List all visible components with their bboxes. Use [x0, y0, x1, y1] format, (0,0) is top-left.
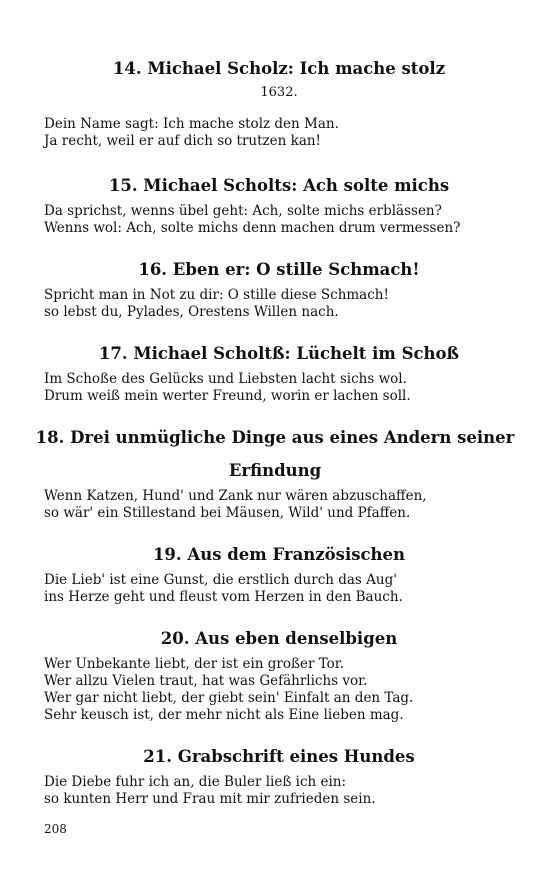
poem-16: [44, 259, 514, 321]
verse-line: Da sprichst, wenns übel geht: Ach, solte michs erblässen?: [44, 203, 442, 219]
verse-line: so kunten Herr und Frau mit mir zufrieden sein.: [44, 791, 376, 807]
poem-title-line-1: 18. Drei unmügliche Dinge aus eines Andern seiner: [35, 428, 515, 447]
verse-line: Dein Name sagt: Ich mache stolz den Man.: [44, 116, 339, 132]
poem-21: [44, 746, 514, 808]
verse-line: Ja recht, weil er auf dich so trutzen kan!: [44, 133, 321, 149]
verse-line: Die Diebe fuhr ich an, die Buler ließ ich ein:: [44, 774, 347, 790]
verse-line: Wer gar nicht liebt, der giebt sein' Einfalt an den Tag.: [44, 690, 414, 706]
poem-title: 17. Michael Scholtß: Lüchelt im Schoß: [98, 344, 460, 363]
verse-line: Wenns wol: Ach, solte michs denn machen drum vermessen?: [44, 220, 461, 236]
poem-20: [44, 628, 514, 724]
poem-14: [44, 58, 514, 150]
poem-15: [44, 175, 514, 237]
verse-line: Sehr keusch ist, der mehr nicht als Eine lieben mag.: [44, 707, 404, 723]
poem-title-line-2: Erfindung: [228, 461, 322, 480]
poem-title: 15. Michael Scholts: Ach solte michs: [108, 176, 450, 195]
poem-date: 1632.: [260, 85, 298, 100]
poem-title: 16. Eben er: O stille Schmach!: [138, 260, 420, 279]
verse-line: Die Lieb' ist eine Gunst, die erstlich durch das Aug': [44, 572, 397, 588]
verse-line: Drum weiß mein werter Freund, worin er lachen soll.: [44, 388, 411, 404]
verse-line: so wär' ein Stillestand bei Mäusen, Wild' und Pfaffen.: [44, 505, 411, 521]
poem-18: [30, 427, 520, 522]
poem-title: 20. Aus eben denselbigen: [160, 629, 398, 648]
poem-19: [44, 544, 514, 606]
verse-line: Wer Unbekante liebt, der ist ein großer Tor.: [44, 656, 345, 672]
verse-line: Wer allzu Vielen traut, hat was Gefährlichs vor.: [44, 673, 368, 689]
poem-title: 19. Aus dem Französischen: [152, 545, 406, 564]
verse-line: Spricht man in Not zu dir: O stille diese Schmach!: [44, 287, 389, 303]
verse-line: ins Herze geht und fleust vom Herzen in den Bauch.: [44, 589, 403, 605]
poem-title: 21. Grabschrift eines Hundes: [143, 747, 415, 766]
verse-line: so lebst du, Pylades, Orestens Willen nach.: [44, 304, 339, 320]
verse-line: Im Schoße des Gelücks und Liebsten lacht sichs wol.: [44, 371, 407, 387]
poem-title: 14. Michael Scholz: Ich mache stolz: [112, 59, 446, 78]
poem-17: [44, 343, 514, 405]
verse-line: Wenn Katzen, Hund' und Zank nur wären abzuschaffen,: [44, 488, 427, 504]
page-number: 208: [44, 822, 67, 836]
